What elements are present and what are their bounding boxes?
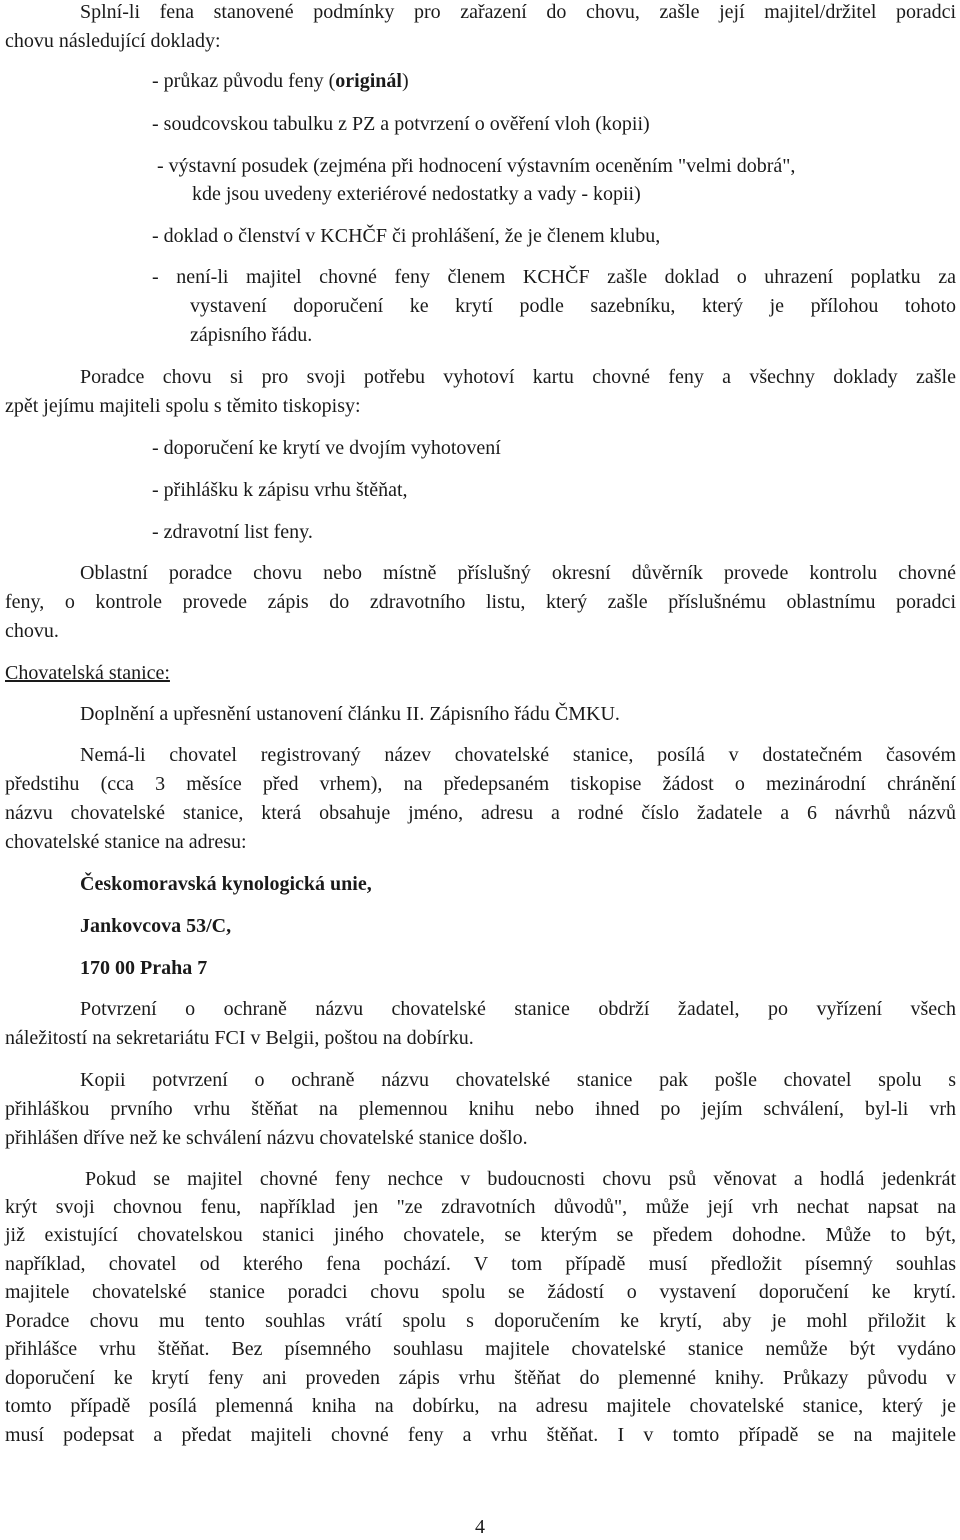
doc-item-5-line-3: zápisního řádu. (190, 324, 313, 346)
address-line-3: 170 00 Praha 7 (80, 957, 208, 979)
doc-item-3-line-2: kde jsou uvedeny exteriérové nedostatky a vady - kopii) (192, 183, 641, 205)
para5-line-1: Potvrzení o ochraně názvu chovatelské stanice obdrží žadatel, po vyřízení všech (80, 998, 956, 1020)
intro-line-2: chovu následující doklady: (5, 30, 221, 52)
para7-line-4: například, chovatel od kterého fena pochází. V tom případě musí předložit písemný souhlas (5, 1253, 956, 1275)
doc-item-1-prefix: - průkaz původu feny ( (152, 70, 336, 92)
para7-line-6: Poradce chovu mu tento souhlas vrátí spolu s doporučením ke krytí, aby je mohl přiložit k (5, 1310, 956, 1332)
para7-line-9: tomto případě posílá plemenná kniha na dobírku, na adresu majitele chovatelské stanice, který je (5, 1395, 956, 1417)
para5-line-2: náležitostí na sekretariátu FCI v Belgii, poštou na dobírku. (5, 1027, 474, 1049)
para3-line-2: feny, o kontrole provede zápis do zdravotního listu, který zašle příslušnému oblastnímu poradci (5, 591, 956, 613)
doc-item-1-suffix: ) (401, 70, 409, 92)
para2-line-1: Poradce chovu si pro svoji potřebu vyhotoví kartu chovné feny a všechny doklady zašle (80, 366, 956, 388)
para6-line-1: Kopii potvrzení o ochraně názvu chovatelské stanice pak pošle chovatel spolu s (80, 1069, 956, 1091)
section-heading: Chovatelská stanice: (5, 662, 170, 684)
para7-line-7: přihlášce vrhu štěňat. Bez písemného souhlasu majitele chovatelské stanice nemůže být vydáno (5, 1338, 956, 1360)
address-line-1: Českomoravská kynologická unie, (80, 873, 372, 895)
para7-line-5: majitele chovatelské stanice poradci chovu spolu se žádostí o vystavení doporučení ke krytí. (5, 1281, 956, 1303)
para7-line-8: doporučení ke krytí feny ani proveden zápis vrhu štěňat do plemenné knihy. Průkazy původu v (5, 1367, 956, 1389)
intro-line-1: Splní-li fena stanovené podmínky pro zařazení do chovu, zašle její majitel/držitel poradci (80, 1, 956, 23)
section-subheading: Doplnění a upřesnění ustanovení článku II. Zápisního řádu ČMKU. (80, 703, 620, 725)
address-line-2: Jankovcova 53/C, (80, 915, 232, 937)
para7-line-1: Pokud se majitel chovné feny nechce v budoucnosti chovu psů věnovat a hodlá jedenkrát (85, 1168, 956, 1190)
para7-line-10: musí podepsat a předat majiteli chovné feny a vrhu štěňat. I v tomto případě se na majitele (5, 1424, 956, 1446)
para3-line-3: chovu. (5, 620, 59, 642)
form-item-1: - doporučení ke krytí ve dvojím vyhotovení (152, 437, 501, 459)
para6-line-2: přihláškou prvního vrhu štěňat na plemennou knihu nebo ihned po jejím schválení, byl-li vrh (5, 1098, 956, 1120)
para2-line-2: zpět jejímu majiteli spolu s těmito tiskopisy: (5, 395, 361, 417)
para4-line-1: Nemá-li chovatel registrovaný název chovatelské stanice, posílá v dostatečném časovém (80, 744, 956, 766)
doc-item-5-line-2: vystavení doporučení ke krytí podle sazebníku, který je přílohou tohoto (190, 295, 956, 317)
para7-line-2: krýt svoji chovnou fenu, například jen "ze zdravotních důvodů", může její vrh nechat napsat na (5, 1196, 956, 1218)
doc-item-1 (152, 67, 409, 95)
para4-line-3: názvu chovatelské stanice, která obsahuje jméno, adresu a rodné číslo žadatele a 6 návrhů názvů (5, 802, 956, 824)
para6-line-3: přihlášen dříve než ke schválení názvu chovatelské stanice došlo. (5, 1127, 528, 1149)
form-item-2: - přihlášku k zápisu vrhu štěňat, (152, 479, 408, 501)
para4-line-4: chovatelské stanice na adresu: (5, 831, 247, 853)
doc-item-2: - soudcovskou tabulku z PZ a potvrzení o ověření vloh (kopii) (152, 113, 650, 135)
form-item-3: - zdravotní list feny. (152, 521, 313, 543)
doc-item-1-bold: originál (335, 70, 402, 92)
doc-item-5-line-1: - není-li majitel chovné feny členem KCHČF zašle doklad o uhrazení poplatku za (152, 266, 956, 288)
doc-item-4: - doklad o členství v KCHČF či prohlášení, že je členem klubu, (152, 225, 661, 247)
page-number: 4 (475, 1516, 485, 1538)
para7-line-3: již existující chovatelskou stanici jiného chovatele, se kterým se předem dohodne. Může to být, (5, 1224, 956, 1246)
doc-item-3-line-1: - výstavní posudek (zejména při hodnocení výstavním oceněním "velmi dobrá", (157, 155, 796, 177)
para3-line-1: Oblastní poradce chovu nebo místně příslušný okresní důvěrník provede kontrolu chovné (80, 562, 956, 584)
para4-line-2: předstihu (cca 3 měsíce před vrhem), na předepsaném tiskopise žádost o mezinárodní chránění (5, 773, 956, 795)
